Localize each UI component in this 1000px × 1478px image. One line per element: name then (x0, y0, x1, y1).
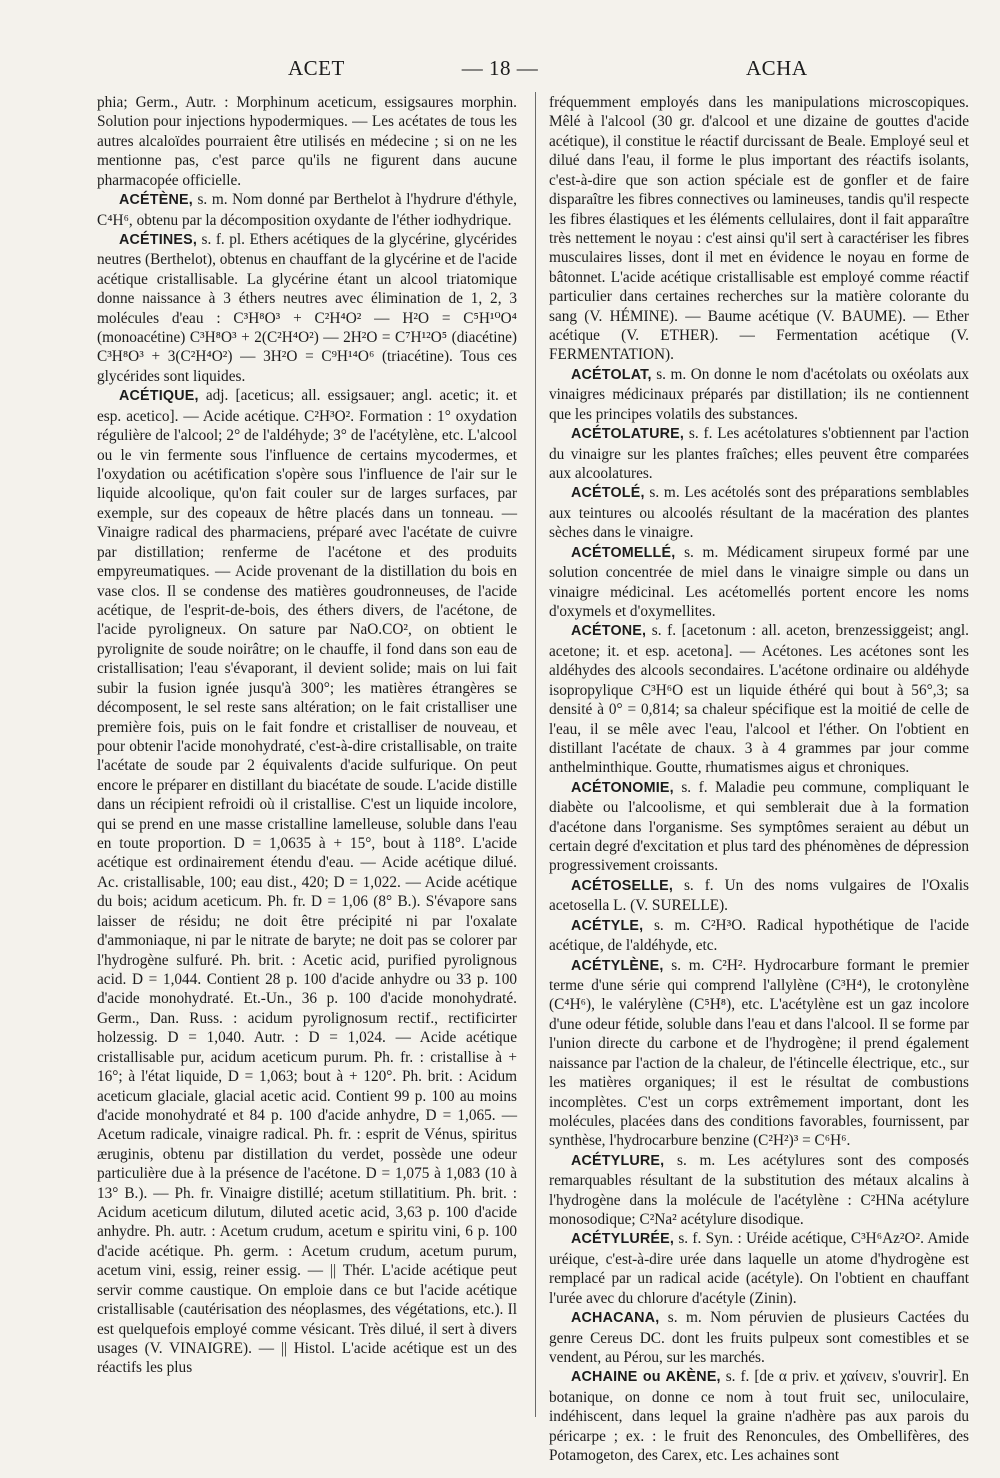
entry-text: adj. [aceticus; all. essigsauer; angl. acetic; it. et esp. acetico]. — Acide acétique. C²H³O². Formation : 1° oxydation régulière de l'alcool; 2° de l'aldéhyde; 3° de l'acétylène, etc. L'alcool ou le vin fermente sous l'influence de certains mycodermes, et l'oxydation ou acétification s'opère sous l'influence de l'air sur le liquide alcoolique, qu'on fait couler sur de larges surfaces, par exemple, sur des copeaux de hêtre placés dans un tonneau. — Vinaigre radical des pharmaciens, préparé avec l'acétate de cuivre par distillation; renferme de l'acétone et des produits empyreumatiques. — Acide provenant de la distillation du bois en vase clos. Il se condense des matières goudronneuses, de l'acide acétique, de l'esprit-de-bois, des éthers divers, de l'acétone, de l'acide pyroligneux. On sature par NaO.CO², on obtient le pyrolignite de soude noirâtre; on le chauffe, il fond dans son eau de cristallisation; l'eau s'évaporant, il devient solide; mais on lui fait subir la fusion ignée jusqu'à 300°; les matières étrangères se décomposent, le sel reste sans altération; on le fait cristalliser une première fois, puis on le fait fondre et cristalliser de nouveau, et pour obtenir l'acide monohydraté, c'est-à-dire cristallisable, on traite l'acétate de soude par 2 équivalents d'acide sulfurique. On peut encore le préparer en distillant du biacétate de soude. L'acide distille dans un récipient refroidi où il cristallise. C'est un liquide incolore, qui se prend en une masse cristalline lamelleuse, soluble dans l'eau en toute proportion. D = 1,0635 à + 15°, bout à 118°. L'acide acétique est ordinairement étendu d'eau. — Acide acétique dilué. Ac. cristallisable, 100; eau dist., 420; D = 1,022. — Acide acétique du bois; acidum aceticum. Ph. fr. D = 1,06 (8° B.). S'évapore sans laisser de résidu; ne doit être précipité ni par l'oxalate d'ammoniaque, ni par le nitrate de baryte; ne doit pas se colorer par l'hydrogène sulfuré. Ph. brit. : Acetic acid, purified pyrolignous acid. D = 1,044. Contient 28 p. 100 d'acide anhydre ou 33 p. 100 d'acide monohydraté. Et.-Un., 36 p. 100 d'acide monohydraté. Germ., Dan. Russ. : acidum pyrolignosum rectif., rectificirter holzessig. D = 1,040. Autr. : D = 1,024. — Acide acétique cristallisable pur, acidum aceticum purum. Ph. fr. : cristallise à + 16°; à l'état liquide, D = 1,063; bout à + 120°. Ph. brit. : Acidum aceticum glaciale, glacial acetic acid. Contient 99 p. 100 au moins d'acide monohydraté et 84 p. 100 d'acide anhydre, D = 1,065. — Acetum radicale, vinaigre radical. Ph. fr. : esprit de Vénus, spiritus æruginis, obtenu par distillation du verdet, possède une odeur particulière due à la présence de l'acétone. D = 1,075 à 1,083 (10 à 13° B.). — Ph. fr. Vinaigre distillé; acetum stillatitium. Ph. brit. : Acidum aceticum dilutum, diluted acetic acid, 3,63 p. 100 d'acide anhydre. Ph. autr. : Acetum crudum, acetum e spiritu vini, 6 p. 100 d'acide acétique. Ph. germ. : Acetum crudum, acetum purum, acetum vini, essig, reiner essig. — || Thér. L'acide acétique peut servir comme caustique. On emploie dans ce but l'acide acétique cristallisable (cautérisation des néoplasmes, des végétations, etc.). Il est quelquefois employé comme vésicant. Très dilué, il sert à divers usages (V. VINAIGRE). — || Histol. L'acide acétique est un des réactifs les plus (97, 387, 517, 1377)
page-number: — 18 — (461, 56, 539, 80)
entry-text: s. f. Les acétolatures s'obtiennent par l'action du vinaigre sur les plantes fraîches; elles peuvent être comparées aux alcoolatures. (549, 425, 969, 483)
entry-text: s. f. pl. Ethers acétiques de la glycérine, glycérides neutres (Berthelot), obtenus en chauffant de la glycérine et de l'acide acétique cristallisable. La glycérine étant un alcool triatomique donne naissance à 3 éthers neutres avec élimination de 1, 2, 3 molécules d'eau : C³H⁸O³ + C²H⁴O² — H²O = C⁵H¹⁰O⁴ (monoacétine) C³H⁸O³ + 2(C²H⁴O²) — 2H²O = C⁷H¹²O⁵ (diacétine) C³H⁸O³ + 3(C²H⁴O²) — 3H²O = C⁹H¹⁴O⁶ (triacétine). Tous ces glycérides sont liquides. (97, 230, 517, 385)
entry-achacana (549, 1308, 969, 1367)
entry-text: s. f. Un des noms vulgaires de l'Oxalis acetosella L. (V. SURELLE). (549, 876, 969, 915)
headword: ACÉTINES, (119, 231, 198, 248)
headword: ACÉTONOMIE, (571, 779, 674, 796)
entry-acetyle (549, 916, 969, 956)
entry-text: s. f. Syn. : Uréide acétique, C³H⁶Az²O². Amide uréique, c'est-à-dire urée dans laquelle un atome d'hydrogène est remplacé par un radical acide (acétyle). On l'obtient en chauffant l'urée avec du chlorure d'acétyle (Zinin). (549, 1230, 969, 1307)
headword: ACÉTIQUE, (119, 388, 199, 405)
headword: ACÉTOLATURE, (571, 426, 685, 443)
entry-text: s. f. [de α priv. et χαίνειν, s'ouvrir]. En botanique, on donne ce nom à tout fruit sec, uniloculaire, indéhiscent, dans lequel la graine n'adhère pas aux parois du péricarpe ; ex. : le fruit des Renoncules, des Ombellifères, des Potamogeton, des Carex, etc. Les achaines sont (549, 1368, 970, 1465)
entry-text: s. m. Nom donné par Berthelot à l'hydrure d'éthyle, C⁴H⁶, obtenu par la décomposition oxydante de l'éther iodhydrique. (97, 191, 517, 229)
entry-text: s. f. [acetonum : all. aceton, brenzessiggeist; angl. acetone; it. et esp. acetona]. — Acétones. Les acétones sont les aldéhydes des alcools secondaires. L'acétone ordinaire ou aldéhyde isopropylique C³H⁶O est un liquide éthéré qui bout à 56°,3; sa densité à 0° = 0,814; sa chaleur spécifique est la moitié de celle de l'eau, il se mêle avec l'eau, l'alcool et l'éther. On l'obtient en distillant l'acétate de chaux. 3 à 4 grammes par jour comme anthelminthique. Goutte, rhumatismes aigus et chroniques. (549, 622, 969, 777)
entry-text: s. m. C²H³O. Radical hypothétique de l'acide acétique, de l'aldéhyde, etc. (549, 916, 969, 955)
entry-acetylene (549, 956, 969, 1151)
entry-acetole (549, 483, 969, 542)
entry-continuation: phia; Germ., Autr. : Morphinum aceticum, essigsaures morphin. Solution pour injections hypodermiques. — Les acétates de tous les autres alcaloïdes pourraient être utilisés en médecine ; si on ne les mentionne pas, c'est parce qu'ils ne figurent dans aucune pharmacopée officielle. (97, 94, 517, 189)
headword: ACÉTOLÉ, (571, 485, 645, 502)
header-right-guide-word: ACHA (746, 56, 808, 80)
entry-acetolat (549, 365, 969, 424)
headword: ACÉTYLURÉE, (571, 1231, 675, 1248)
headword: ACHACANA, (571, 1310, 660, 1327)
entry-text: s. m. Les acétylures sont des composés remarquables résultant de la substitution des métaux alcalins à l'hydrogène dans la molécule de l'acétylène : C²HNa acétylure monosodique; C²Na² acétylure disodique. (549, 1151, 969, 1229)
entry-acetomelle (549, 543, 969, 622)
entry-acetyluree (549, 1229, 969, 1308)
entry-text: s. m. Médicament sirupeux formé par une solution concentrée de miel dans le vinaigre simple ou dans un vinaigre médicinal. Les acétomellés portent encore les noms d'oxymels et d'oxymellites. (549, 543, 969, 620)
entry-text: s. m. Nom péruvien de plusieurs Cactées du genre Cereus DC. dont les fruits pulpeux sont comestibles et se vendent, au Pérou, sur les marchés. (549, 1309, 969, 1366)
headword: ACÉTÈNE, (119, 192, 193, 209)
headword: ACÉTOMELLÉ, (571, 544, 676, 561)
left-column (97, 93, 517, 1378)
column-divider (535, 92, 536, 1417)
page-header (0, 56, 1000, 88)
entry-acetonomie (549, 778, 969, 876)
entry-text: s. f. Maladie peu commune, compliquant le diabète ou l'alcoolisme, et qui semblerait due à la formation d'acétone dans l'organisme. Ses symptômes seraient au début un certain degré d'excitation et plus tard des phénomènes de dépression progressivement croissants. (549, 778, 969, 875)
entry-text: s. m. On donne le nom d'acétolats ou oxéolats aux vinaigres médicinaux préparés par distillation; ils ne contiennent que les principes volatils des substances. (549, 365, 969, 423)
headword: ACÉTONE, (571, 623, 647, 640)
headword: ACÉTYLÈNE, (571, 957, 664, 974)
headword: ACÉTOSELLE, (571, 877, 674, 894)
entry-acetoselle (549, 876, 969, 916)
entry-acetone (549, 621, 969, 777)
entry-acetene (97, 190, 517, 230)
entry-text: s. m. C²H². Hydrocarbure formant le premier terme d'une série qui comprend l'allylène (C³H⁴), le crotonylène (C⁴H⁶), le valérylène (C⁵H⁸), etc. L'acétylène est un gaz incolore d'une odeur fétide, soluble dans l'eau et dans l'alcool. Il se forme par l'union directe du carbone et de l'hydrogène; il prend également naissance par l'action de la chaleur, de l'étincelle électrique, etc., sur les matières organiques; il est le résultat de combustions incomplètes. C'est un corps extrêmement important, dont les molécules, placées dans des conditions favorables, fournissent, par synthèse, l'hydrocarbure benzine (C²H²)³ = C⁶H⁶. (549, 956, 969, 1150)
headword: ACHAINE ou AKÈNE, (571, 1369, 721, 1386)
header-left-guide-word: ACET (288, 56, 345, 80)
headword: ACÉTYLE, (571, 917, 644, 934)
entry-continuation: fréquemment employés dans les manipulations microscopiques. Mêlé à l'alcool (30 gr. d'alcool et une dizaine de gouttes d'acide acétique), il constitue le réactif durcissant de Beale. Employé seul et dilué dans l'eau, il forme le plus important des réactifs isolants, c'est-à-dire que son action spéciale est de gonfler et de faire disparaître les fibres connectives ou lamineuses, tandis qu'il respecte les fibres élastiques et les éléments cellulaires, dont il fait apparaître très nettement le noyau : c'est ainsi qu'il sert à caractériser les fibres musculaires lisses, dont il met en évidence le noyau en forme de bâtonnet. L'acide acétique cristallisable est employé comme réactif particulier dans certaines recherches sur la matière colorante du sang (V. HÉMINE). — Baume acétique (V. BAUME). — Ether acétique (V. ETHER). — Fermentation acétique (V. FERMENTATION). (549, 94, 969, 364)
headword: ACÉTYLURE, (571, 1152, 665, 1169)
entry-acetique (97, 386, 517, 1378)
entry-acetines (97, 230, 517, 386)
entry-text: s. m. Les acétolés sont des préparations semblables aux teintures ou alcoolés résultant de la macération des plantes sèches dans le vinaigre. (549, 484, 969, 542)
entry-achaine (549, 1367, 969, 1465)
entry-acetolature (549, 424, 969, 483)
right-column (549, 93, 969, 1466)
headword: ACÉTOLAT, (571, 366, 652, 383)
entry-acetylure (549, 1151, 969, 1230)
